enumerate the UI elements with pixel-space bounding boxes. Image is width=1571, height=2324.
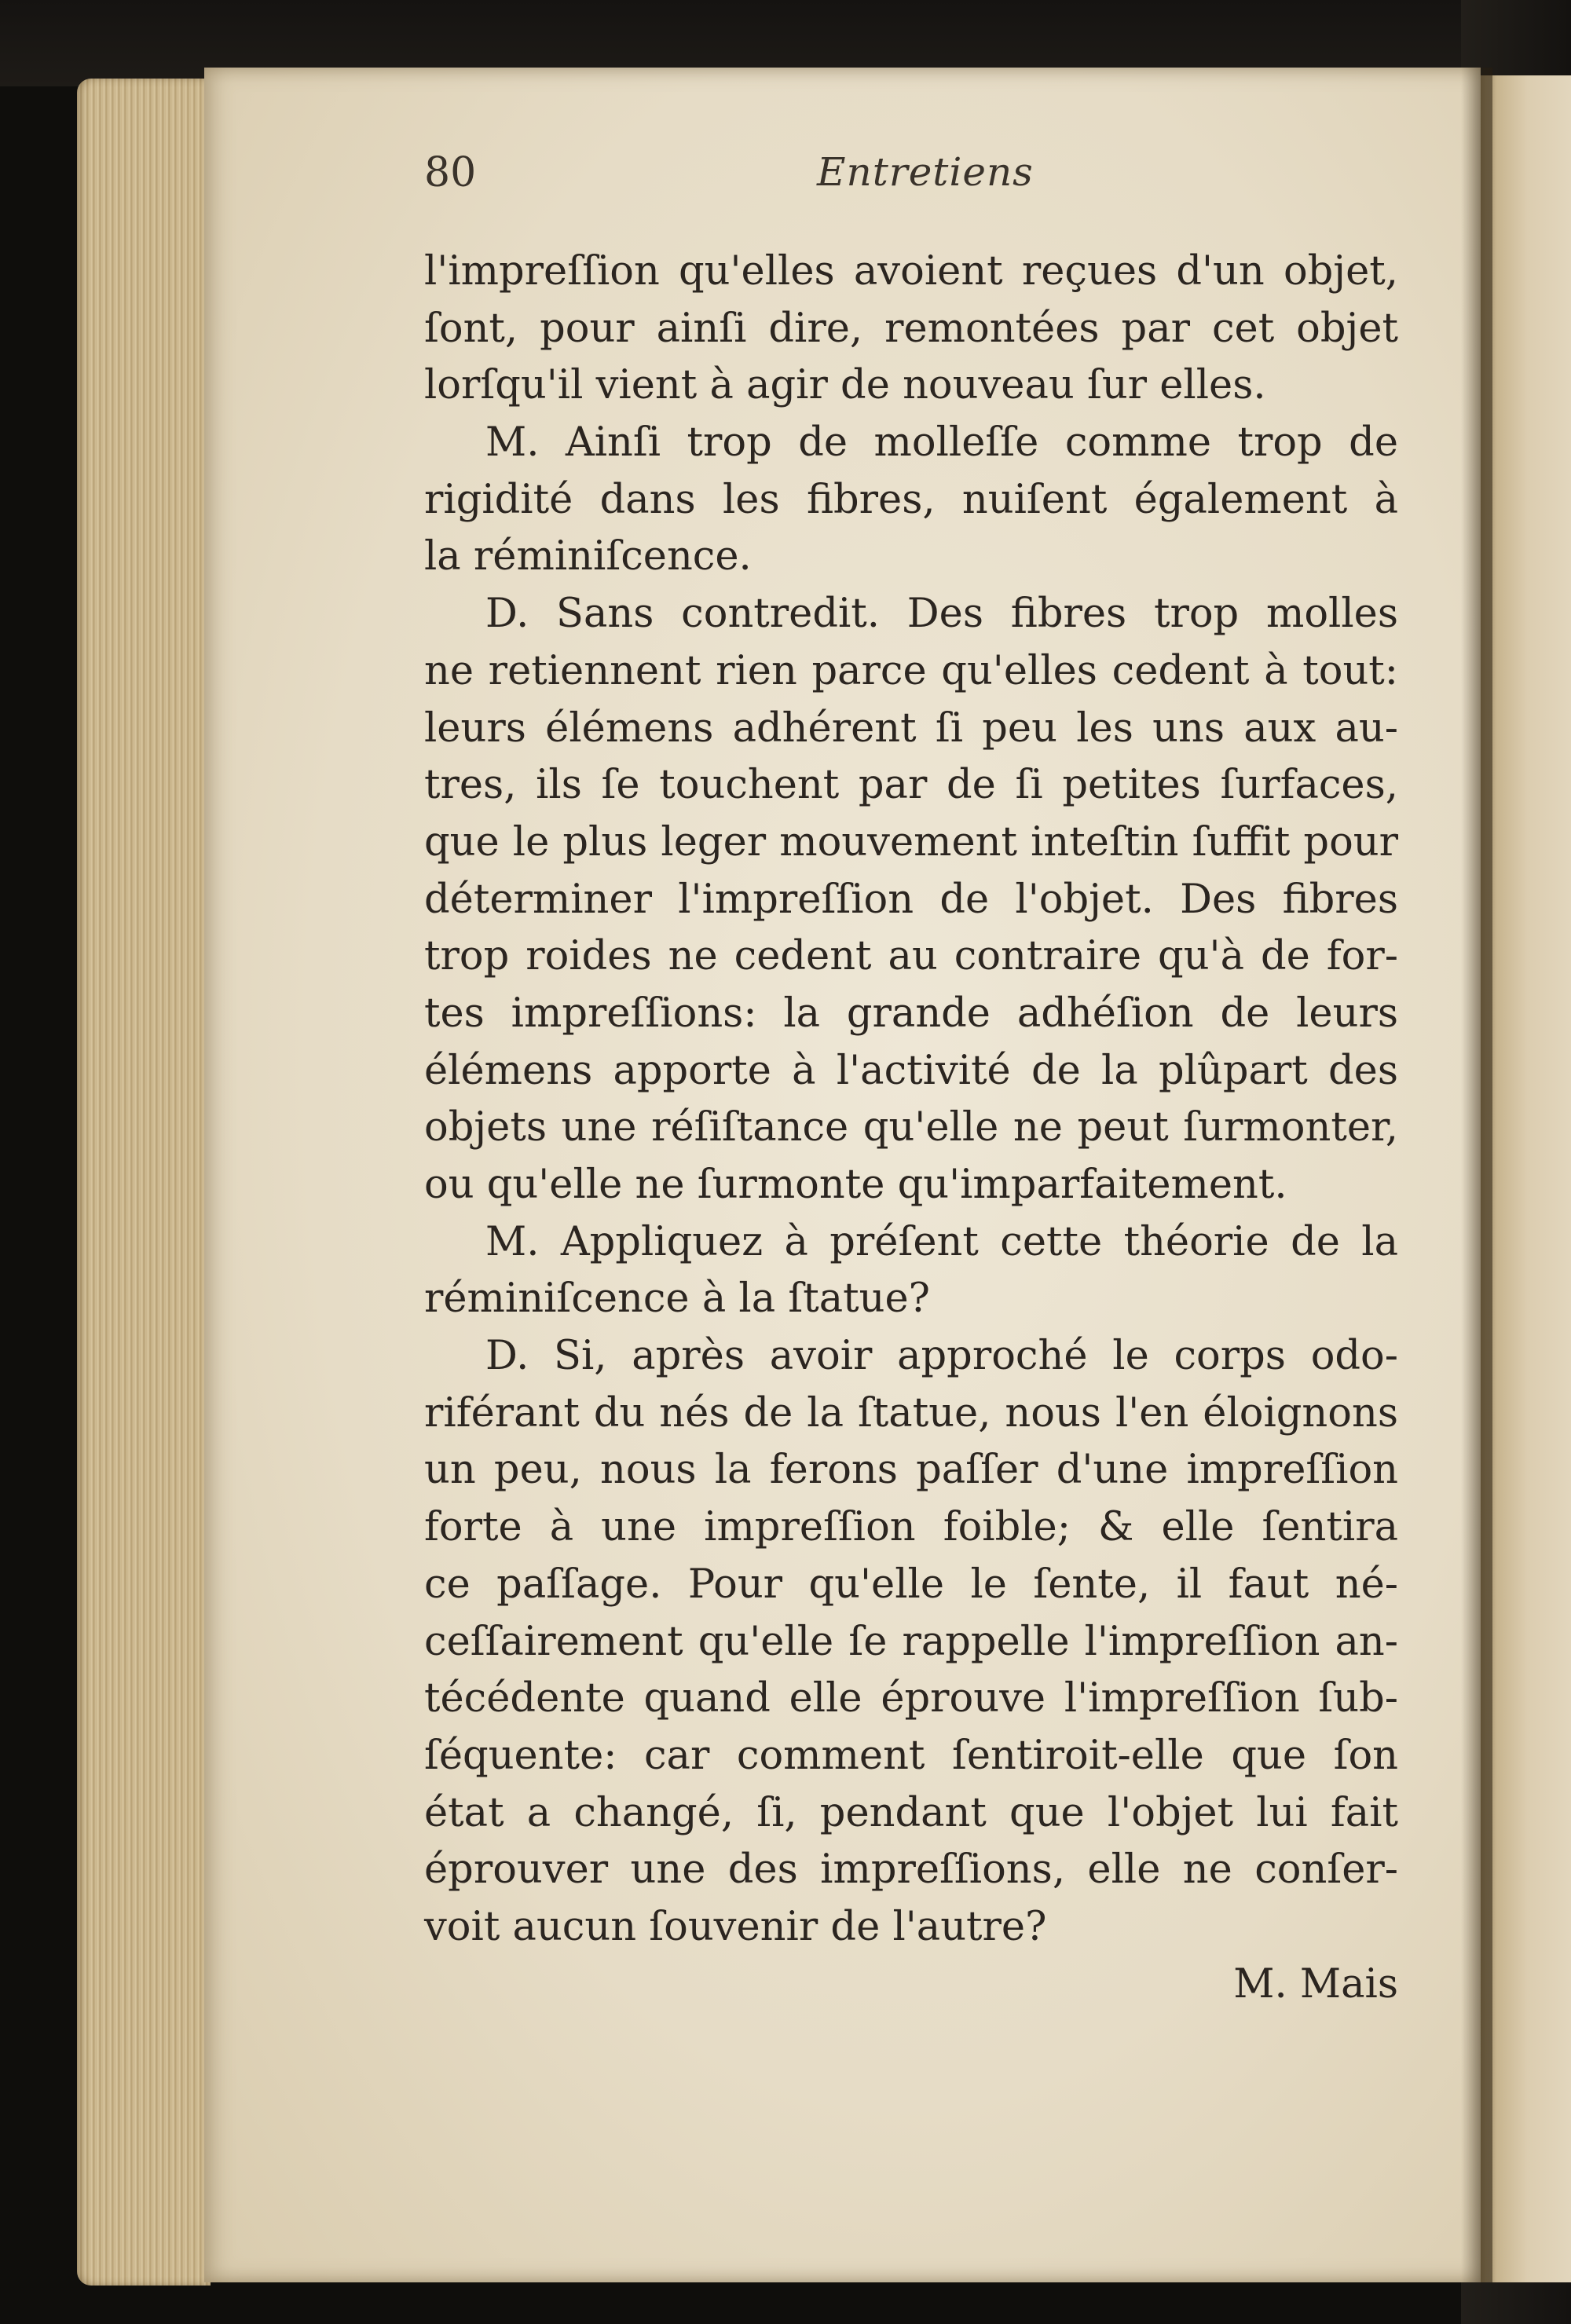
text-line: M. Appliquez à préſent cette théorie de la [485,1218,1398,1265]
text-line: D. Si, après avoir approché le corps odo- [485,1333,1398,1380]
text-line: déterminer l'impreſſion de l'objet. Des fibres [424,876,1398,923]
page-number: 80 [424,149,477,196]
running-title: Entretiens [817,149,1034,195]
text-line: ceſſairement qu'elle ſe rappelle l'impreſſion an- [424,1618,1398,1665]
text-line: ou qu'elle ne ſurmonte qu'imparfaitement. [424,1162,1287,1208]
text-line: trop roides ne cedent au contraire qu'à de for- [424,933,1398,980]
body-text [424,243,1398,2013]
text-line: tres, ils ſe touchent par de ſi petites ſurfaces, [424,762,1398,809]
text-line: tes impreſſions: la grande adhéſion de leurs [424,990,1398,1037]
text-line: D. Sans contredit. Des fibres trop molles [485,591,1398,638]
text-line: voit aucun ſouvenir de l'autre? [424,1903,1047,1950]
text-line: élémens apporte à l'activité de la plûpart des [424,1047,1398,1094]
text-line: ne retiennent rien parce qu'elles cedent à tout: [424,647,1398,694]
text-line: M. Ainſi trop de molleſſe comme trop de [485,419,1398,467]
catchword: M. Mais [1233,1960,1398,2007]
text-line: ce paſſage. Pour qu'elle le ſente, il faut né- [424,1561,1398,1608]
page-header [424,149,1398,212]
text-line: técédente quand elle éprouve l'impreſſion ſub- [424,1675,1398,1722]
text-line: la réminiſcence. [424,533,752,580]
text-line: forte à une impreſſion foible; & elle ſentira [424,1504,1398,1551]
gutter-shadow [1461,68,1492,2282]
text-line: éprouver une des impreſſions, elle ne conſer- [424,1846,1398,1894]
text-line: leurs élémens adhérent ſi peu les uns aux au- [424,705,1398,752]
text-line: lorſqu'il vient à agir de nouveau ſur elles. [424,362,1266,409]
text-line: ſéquente: car comment ſentiroit-elle que ſon [424,1732,1398,1779]
text-line: que le plus leger mouvement inteſtin ſuffit pour [424,818,1398,866]
text-line: ſont, pour ainſi dire, remontées par cet objet [424,305,1398,352]
text-line: l'impreſſion qu'elles avoient reçues d'un objet, [424,248,1398,295]
facing-page-edge [1481,75,1571,2282]
text-line: réminiſcence à la ſtatue? [424,1275,930,1323]
text-line: objets une réſiſtance qu'elle ne peut ſurmonter, [424,1104,1398,1151]
text-line: rigidité dans les fibres, nuiſent également à [424,476,1398,523]
text-line: état a changé, ſi, pendant que l'objet lui fait [424,1789,1398,1836]
text-line: riférant du nés de la ſtatue, nous l'en éloignons [424,1389,1398,1436]
page-edges [77,79,211,2286]
text-line: un peu, nous la ferons paſſer d'une impreſſion [424,1447,1398,1494]
